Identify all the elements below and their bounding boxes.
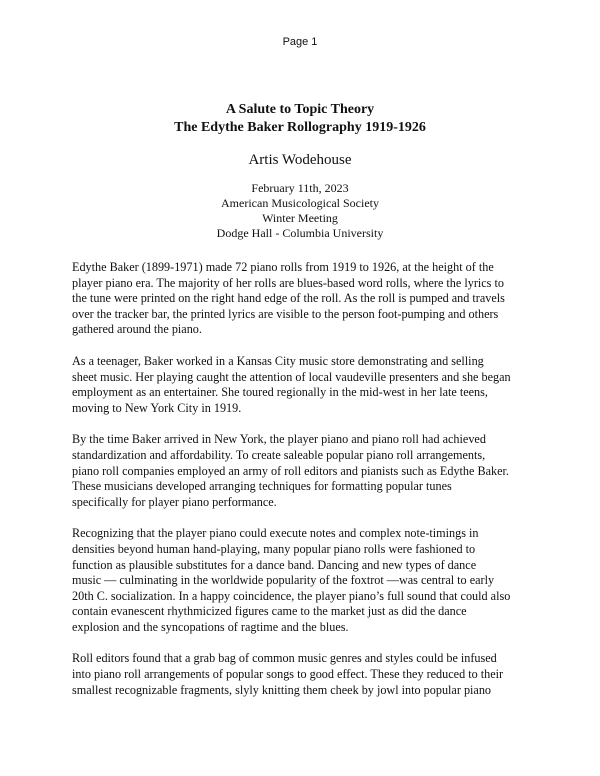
event-date: February 11th, 2023: [251, 181, 349, 195]
text-line: Roll editors found that a grab bag of common music genres and styles could be infused: [72, 651, 497, 666]
event-meta: [0, 181, 600, 241]
paragraph-roll-editors: [72, 651, 532, 698]
text-line: music — culminating in the worldwide popularity of the foxtrot —was central to early: [72, 573, 495, 588]
event-meeting: Winter Meeting: [262, 211, 338, 225]
page-number-header: Page 1: [282, 36, 318, 48]
text-line: Edythe Baker (1899-1971) made 72 piano rolls from 1919 to 1926, at the height of the: [72, 260, 494, 274]
event-venue: Dodge Hall - Columbia University: [216, 226, 384, 240]
subtitle-line: The Edythe Baker Rollography 1919-1926: [174, 120, 426, 135]
event-society: American Musicological Society: [221, 196, 379, 210]
paragraph-new-york: [72, 432, 532, 510]
text-line: explosion and the syncopations of ragtime and the blues.: [72, 619, 349, 634]
text-line: gathered around the piano.: [72, 322, 202, 337]
paragraph-dance: [72, 526, 532, 635]
text-line: player piano era. The majority of her rolls are blues-based word rolls, where the lyrics to: [72, 275, 504, 290]
body-text: [72, 260, 532, 714]
author-name: Artis Wodehouse: [248, 152, 352, 168]
text-line: employment as an entertainer. She toured regionally in the mid-west in her late teens,: [72, 385, 488, 400]
paragraph-intro: [72, 260, 532, 338]
text-line: sheet music. Her playing caught the attention of local vaudeville presenters and she began: [72, 369, 511, 384]
text-line: These musicians developed arranging techniques for formatting popular tunes: [72, 479, 452, 494]
title-block: [0, 101, 600, 241]
text-line: standardization and affordability. To create saleable popular piano roll arrangements,: [72, 447, 486, 462]
title-line: A Salute to Topic Theory: [225, 102, 375, 117]
text-line: As a teenager, Baker worked in a Kansas City music store demonstrating and selling: [72, 353, 484, 368]
text-line: piano roll companies employed an army of roll editors and pianists such as Edythe Baker.: [72, 463, 509, 478]
text-line: smallest recognizable fragments, slyly knitting them cheek by jowl into popular piano: [72, 682, 492, 697]
text-line: 20th C. socialization. In a happy coincidence, the player piano’s full sound that could also: [72, 588, 511, 603]
text-line: into piano roll arrangements of popular songs to good effect. These they reduced to their: [72, 667, 504, 682]
text-line: moving to New York City in 1919.: [72, 400, 242, 415]
text-line: densities beyond human hand-playing, many popular piano rolls were fashioned to: [72, 541, 476, 556]
text-line: By the time Baker arrived in New York, the player piano and piano roll had achieved: [72, 432, 486, 447]
text-line: over the tracker bar, the printed lyrics are visible to the person foot-pumping and others: [72, 306, 499, 321]
paragraph-teenager: [72, 354, 532, 416]
text-line: contain evanescent rhythmicized figures came to the market just as did the dance: [72, 604, 467, 619]
text-line: specifically for player piano performance.: [72, 494, 277, 509]
text-line: function as plausible substitutes for a dance band. Dancing and new types of dance: [72, 557, 477, 572]
text-line: Recognizing that the player piano could execute notes and complex note-timings in: [72, 526, 479, 541]
text-line: the tune were printed on the right hand edge of the roll. As the roll is pumped and travels: [72, 291, 505, 306]
